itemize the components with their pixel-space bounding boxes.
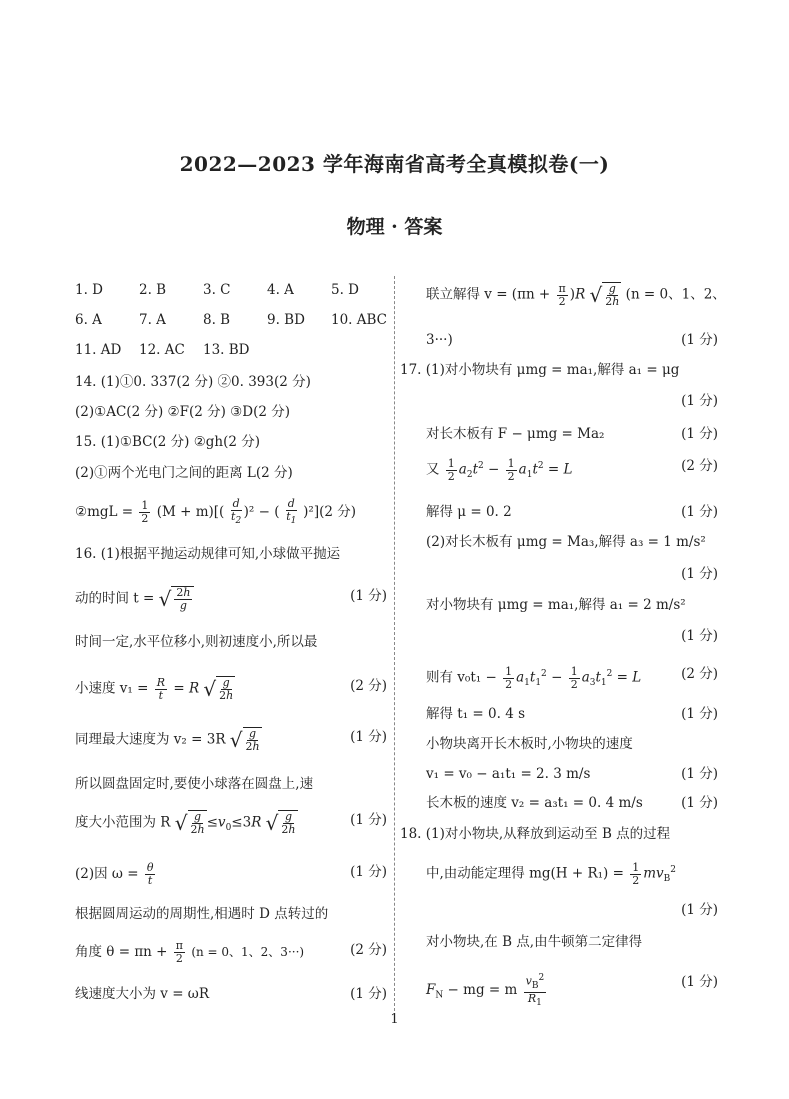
page-number: 1 xyxy=(390,1012,399,1027)
sqrt-g-over-2h: √ $\frac{g}{2h}$ xyxy=(265,810,296,836)
r-solve-text: 联立解得 v = (πn + xyxy=(426,286,551,303)
q17-line-11-text: 长木板的速度 v₂ = a₃t₁ = 0. 4 m/s xyxy=(426,795,643,811)
score-mark: (2 分) xyxy=(681,458,718,474)
q14-line-1: 14. (1)①0. 337(2 分) ②0. 393(2 分) xyxy=(75,374,311,390)
q18-line-4: $F_N$ − mg = m $\frac{v_B^2}{R_1}$ (1 分) xyxy=(426,973,718,1009)
q18-line-3: 对小物块,在 B 点,由牛顿第二定律得 xyxy=(426,934,643,950)
q15-formula-prefix: ②mgL = xyxy=(75,504,134,521)
q16-line-9: 根据圆周运动的周期性,相遇时 D 点转过的 xyxy=(75,906,329,922)
sqrt-g-over-2h: √ $\frac{g}{2h}$ xyxy=(589,282,620,308)
score-mark: (1 分) xyxy=(681,504,718,520)
fraction-half: $\frac{1}{2}$ xyxy=(570,664,578,691)
q17-line-6: 对小物块有 μmg = ma₁,解得 a₁ = 2 m/s² xyxy=(426,597,686,613)
score-mark: (1 分) xyxy=(681,426,718,442)
choice: 12. AC xyxy=(139,342,185,358)
q16-line-8 xyxy=(75,862,387,887)
choice-row-3 xyxy=(75,340,267,360)
q16-line-2 xyxy=(75,586,387,612)
fraction-half: $\frac{1}{2}$ xyxy=(507,456,515,483)
r-line-2-text: 3···) xyxy=(426,332,453,348)
q16-range-text: 度大小范围为 R xyxy=(75,814,171,831)
q14-line-2-text: (2)①AC(2 分) ②F(2 分) ③D(2 分) xyxy=(75,404,291,420)
q17-line-11 xyxy=(426,793,718,813)
q15-line-1: 15. (1)①BC(2 分) ②gh(2 分) xyxy=(75,434,261,450)
q17-line-7: 则有 v₀t₁ − $\frac{1}{2}$ $a_1t_1^2$ − $\frac{1}{2}$ $a_3t_1^2 = L$ (2 分) xyxy=(426,664,718,691)
q18-line-2: 中,由动能定理得 mg(H + R₁) = $\frac{1}{2}$ $mv_B^2$ xyxy=(426,860,676,887)
q16-line-10 xyxy=(75,940,387,965)
score-mark: (2 分) xyxy=(350,678,387,694)
q15-formula-mid: (M + m)[( xyxy=(156,504,225,521)
r-line-2 xyxy=(426,330,718,350)
choice: 2. B xyxy=(139,282,167,298)
q16-linear-speed-text: 线速度大小为 v = ωR xyxy=(75,986,209,1002)
q16-line-4: 小速度 v₁ = $\frac{R}{t}$ = R √ $\frac{g}{2h}$ (2 分) xyxy=(75,675,387,702)
q17-line-2-text: 对长木板有 F − μmg = Ma₂ xyxy=(426,426,605,442)
q14-line-2 xyxy=(75,402,290,422)
fraction-half: $\frac{1}{2}$ xyxy=(632,860,640,887)
fraction-pi-2: $\frac{\pi}{2}$ xyxy=(175,939,184,965)
q15-line-3: ②mgL = $\frac{1}{2}$ (M + m)[( $\frac{d}{t_2}$ )² − ( $\frac{d}{t_1}$ )²](2 分) xyxy=(75,497,357,527)
q17-line-9: 小物块离开长木板时,小物块的速度 xyxy=(426,736,633,752)
q18-line-4-text: − mg = m xyxy=(443,982,518,999)
sqrt-2h-over-g: √ $\frac{2h}{g}$ xyxy=(159,586,195,612)
column-divider xyxy=(394,276,395,1011)
q17-line-10 xyxy=(426,764,718,784)
q17-line-3-text: 又 xyxy=(426,461,440,478)
score-mark: (1 分) xyxy=(681,766,718,782)
sqrt-g-over-2h: √ $\frac{g}{2h}$ xyxy=(229,727,260,753)
choice: 8. B xyxy=(203,312,231,328)
q16-line-1: 16. (1)根据平抛运动规律可知,小球做平抛运 xyxy=(75,546,341,562)
fraction-half: $\frac{1}{2}$ xyxy=(141,499,149,526)
q17-line-4 xyxy=(426,502,718,522)
q17-line-8 xyxy=(426,704,718,724)
q18-force-symbol: F xyxy=(426,982,436,999)
score-mark: (1 分) xyxy=(350,986,387,1002)
q17-line-3: 又 $\frac{1}{2}$ $a_2t^2$ − $\frac{1}{2}$ $a_1t^2 = L$ (2 分) xyxy=(426,456,718,483)
fraction-R-t: $\frac{R}{t}$ xyxy=(156,675,166,702)
fraction-d-t2: $\frac{d}{t_2}$ xyxy=(231,497,242,527)
q15-formula-suffix: )²](2 分) xyxy=(303,504,357,521)
q18-line-1: 18. (1)对小物块,从释放到运动至 B 点的过程 xyxy=(400,826,671,842)
q16-line-11 xyxy=(75,984,387,1004)
choice: 9. BD xyxy=(267,312,305,328)
score-mark: (2 分) xyxy=(350,942,387,958)
score-mark: (1 分) xyxy=(350,588,387,604)
q17-line-10-text: v₁ = v₀ − a₁t₁ = 2. 3 m/s xyxy=(426,766,591,782)
score-mark: (1 分) xyxy=(681,332,718,348)
score-mark: (1 分) xyxy=(681,795,718,811)
q17-line-8-text: 解得 t₁ = 0. 4 s xyxy=(426,706,526,722)
score-mark: (2 分) xyxy=(681,666,718,682)
choice-row-1 xyxy=(75,280,395,300)
fraction-half: $\frac{1}{2}$ xyxy=(505,664,513,691)
choice: 4. A xyxy=(267,282,294,298)
score-mark: (1 分) xyxy=(681,902,718,918)
q16-line-7: 度大小范围为 R √ $\frac{g}{2h}$ $\le v_0\le 3R$ √ $\frac{g}{2h}$ (1 分) xyxy=(75,810,387,836)
q16-min-speed-text: 小速度 v₁ = xyxy=(75,680,149,697)
q16-angle-text: 角度 θ = πn + xyxy=(75,944,168,960)
q16-angle-tail: (n = 0、1、2、3···) xyxy=(191,945,305,959)
choice: 13. BD xyxy=(203,342,250,358)
page-subtitle: 物理 · 答案 xyxy=(346,216,443,238)
fraction-theta-t: $\frac{\theta}{t}$ xyxy=(146,861,154,887)
score-mark: (1 分) xyxy=(681,393,718,409)
score-mark: (1 分) xyxy=(681,706,718,722)
fraction-pi-2: $\frac{\pi}{2}$ xyxy=(558,281,566,308)
q16-time-text: 动的时间 t = xyxy=(75,590,155,607)
q17-line-1: 17. (1)对小物块有 μmg = ma₁,解得 a₁ = μg xyxy=(400,362,680,378)
score-mark: (1 分) xyxy=(681,974,718,990)
score-mark: (1 分) xyxy=(350,812,387,828)
fraction-d-t1: $\frac{d}{t_1}$ xyxy=(286,497,297,527)
choice: 6. A xyxy=(75,312,102,328)
score-mark: (1 分) xyxy=(681,566,718,582)
q16-omega-text: (2)因 ω = xyxy=(75,866,139,882)
choice: 11. AD xyxy=(75,342,122,358)
q17-line-2 xyxy=(426,424,718,444)
score-mark: (1 分) xyxy=(350,729,387,745)
sqrt-g-over-2h: √ $\frac{g}{2h}$ xyxy=(203,676,234,702)
r-line-1: 联立解得 v = (πn + $\frac{\pi}{2}$ )R √ $\frac{g}{2h}$ (n = 0、1、2、 xyxy=(426,281,726,308)
q16-line-6: 所以圆盘固定时,要使小球落在圆盘上,速 xyxy=(75,776,314,792)
r-solve-tail: (n = 0、1、2、 xyxy=(625,286,726,303)
score-mark: (1 分) xyxy=(681,628,718,644)
fraction-half: $\frac{1}{2}$ xyxy=(447,456,455,483)
choice-row-2 xyxy=(75,310,395,330)
q16-line-5 xyxy=(75,727,387,753)
choice: 10. ABC xyxy=(331,312,388,328)
q17-line-5: (2)对长木板有 μmg = Ma₃,解得 a₃ = 1 m/s² xyxy=(426,534,706,550)
fraction-vB2-R1: $\frac{v_B^2}{R_1}$ xyxy=(525,973,545,1009)
q18-line-2-text: 中,由动能定理得 mg(H + R₁) = xyxy=(426,865,624,882)
q17-line-4-text: 解得 μ = 0. 2 xyxy=(426,504,512,520)
page-title: 2022—2023 学年海南省高考全真模拟卷(一) xyxy=(179,152,610,176)
choice: 5. D xyxy=(331,282,359,298)
choice: 7. A xyxy=(139,312,166,328)
choice: 3. C xyxy=(203,282,231,298)
choice: 1. D xyxy=(75,282,103,298)
score-mark: (1 分) xyxy=(350,864,387,880)
q17-line-7-text: 则有 v₀t₁ − xyxy=(426,669,497,686)
sqrt-g-over-2h: √ $\frac{g}{2h}$ xyxy=(174,810,205,836)
q16-line-3: 时间一定,水平位移小,则初速度小,所以最 xyxy=(75,634,318,650)
q16-max-speed-text: 同理最大速度为 v₂ = 3R xyxy=(75,731,226,748)
q15-line-2: (2)①两个光电门之间的距离 L(2 分) xyxy=(75,465,293,481)
